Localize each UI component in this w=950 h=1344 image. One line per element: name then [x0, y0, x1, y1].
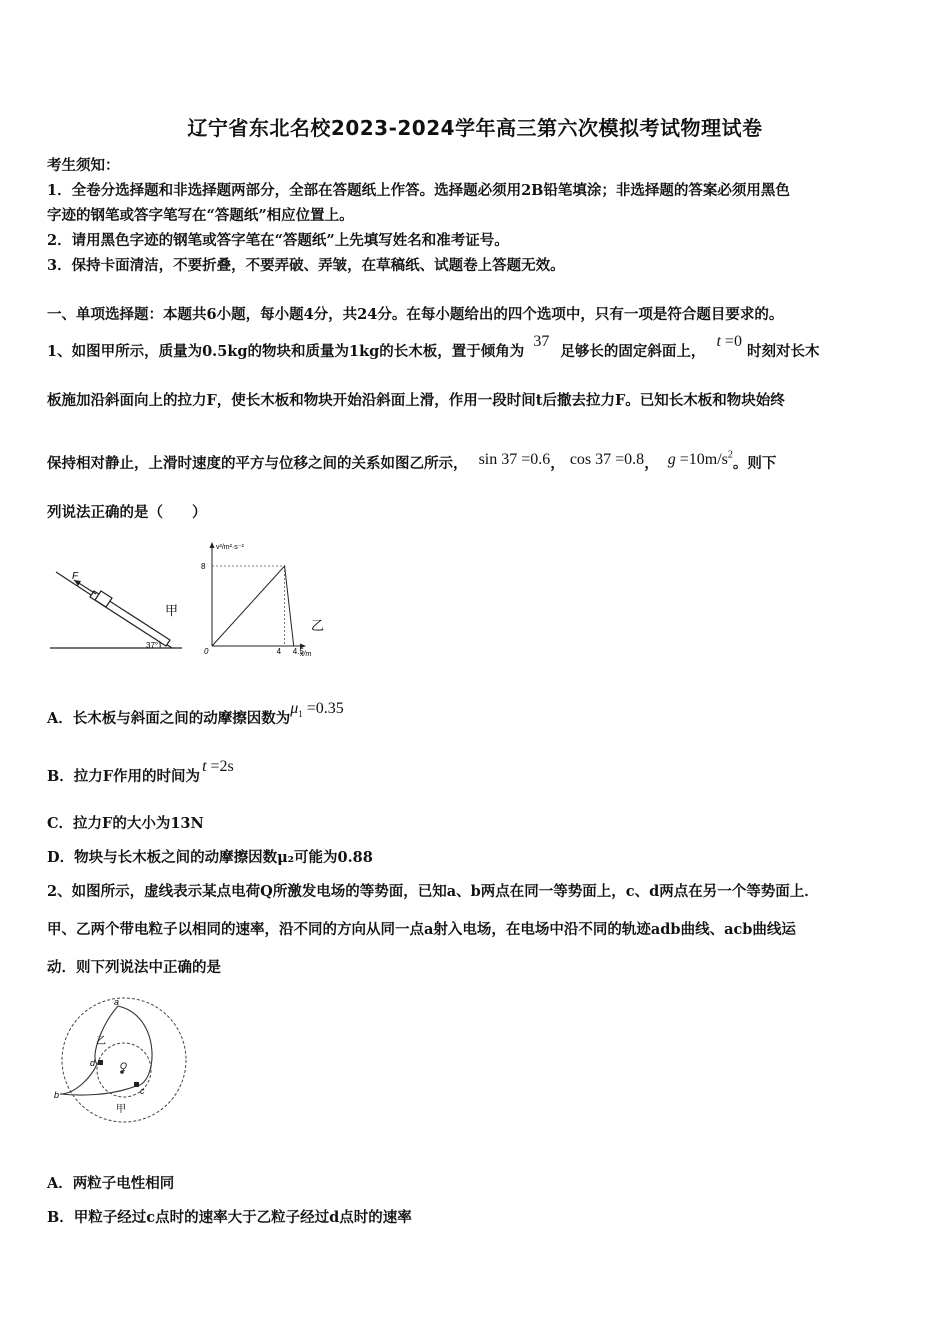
q2-line-2: 甲、乙两个带电粒子以相同的速率，沿不同的方向从同一点a射入电场，在电场中沿不同的轨迹adb曲线、acb曲线运 [47, 921, 796, 938]
notice-item-1-line-1: 1．全卷分选择题和非选择题两部分，全部在答题纸上作答。选择题必须用2B铅笔填涂；非选择题的答案必须用黑色 [47, 182, 790, 199]
q1-line-3-end: 。则下 [732, 455, 777, 472]
q1-comma-1: ， [550, 455, 565, 472]
q1-option-b-val: =2s [206, 758, 234, 775]
q1-figure-graph [196, 536, 336, 662]
q1-option-a-math [290, 700, 344, 720]
q1-comma-2: ， [644, 455, 659, 472]
q2-figure-field [50, 996, 195, 1124]
q1-line-3-text: 保持相对静止，上滑时速度的平方与位移之间的关系如图乙所示， [47, 455, 468, 472]
notice-heading: 考生须知： [47, 157, 120, 174]
point-c-marker [134, 1082, 139, 1087]
y-tick-8: 8 [201, 562, 206, 571]
x-tick-4-5: 4.5 [292, 647, 304, 656]
q1-option-a-val: =0.35 [302, 700, 344, 717]
q2-option-b: B．甲粒子经过c点时的速率大于乙粒子经过d点时的速率 [47, 1209, 412, 1226]
q1-option-b-text: B．拉力F作用的时间为 [47, 768, 201, 785]
q1-option-a-mu: μ [290, 700, 299, 717]
q1-line-1-text-c: 时刻对长木 [747, 343, 820, 360]
label-yi: 乙 [311, 618, 325, 633]
q1-line-1 [47, 333, 820, 361]
label-jia-path: 甲 [116, 1104, 126, 1115]
q2-option-a: A．两粒子电性相同 [47, 1175, 175, 1192]
path-adb [60, 1006, 118, 1094]
notice-item-2: 2．请用黑色字迹的钢笔或答字笔在“答题纸”上先填写姓名和准考证号。 [47, 232, 509, 249]
q1-time-zero [716, 333, 741, 350]
label-b: b [54, 1090, 60, 1100]
q1-g-sup: 2 [727, 449, 733, 461]
q1-gravity [668, 451, 733, 468]
q1-option-b [47, 758, 234, 786]
q1-option-c: C．拉力F的大小为13N [47, 815, 204, 832]
point-d-marker [98, 1060, 103, 1065]
q1-line-4: 列说法正确的是（ ） [47, 504, 207, 521]
q1-angle-37: 37 [533, 333, 550, 350]
notice-item-1-line-2: 字迹的钢笔或答字笔写在“答题纸”相应位置上。 [47, 207, 354, 224]
q1-time-val: =0 [720, 333, 742, 350]
label-d: d [90, 1058, 96, 1068]
q1-option-a-text: A．长木板与斜面之间的动摩擦因数为 [47, 710, 291, 727]
label-c: c [140, 1086, 145, 1096]
label-yi-path: 乙 [96, 1036, 106, 1047]
data-line [212, 566, 294, 646]
label-jia: 甲 [165, 603, 179, 618]
x-axis-label: x/m [300, 651, 312, 658]
q1-line-2: 板施加沿斜面向上的拉力F，使长木板和物块开始沿斜面上滑，作用一段时间t后撤去拉力F。已知长木板和物块始终 [47, 392, 785, 409]
label-a: a [114, 997, 120, 1007]
page-title: 辽宁省东北名校2023-2024学年高三第六次模拟考试物理试卷 [187, 116, 763, 140]
y-axis-arrow [210, 542, 215, 548]
q2-line-3: 动．则下列说法中正确的是 [47, 959, 221, 976]
q1-option-d: D．物块与长木板之间的动摩擦因数μ₂可能为0.88 [47, 849, 373, 866]
q1-line-3 [47, 449, 777, 473]
x-tick-4: 4 [276, 647, 282, 656]
section-heading: 一、单项选择题：本题共6小题，每小题4分，共24分。在每小题给出的四个选项中，只有一项是符合题目要求的。 [47, 306, 784, 323]
q1-figure-incline [46, 562, 196, 654]
q1-option-b-math [202, 758, 234, 775]
y-axis-label: v²/m²·s⁻² [216, 544, 244, 551]
label-F: F [72, 571, 79, 582]
label-q: Q [120, 1061, 128, 1071]
notice-item-3: 3．保持卡面清洁，不要折叠，不要弄破、弄皱，在草稿纸、试题卷上答题无效。 [47, 257, 565, 274]
q1-option-b-var: t [202, 758, 207, 775]
origin-label: 0 [204, 647, 209, 656]
q1-sin37: sin 37 =0.6 [478, 451, 551, 468]
q1-option-a-sub: 1 [298, 709, 303, 720]
q1-time-var: t [716, 333, 721, 350]
q2-line-1: 2、如图所示，虚线表示某点电荷Q所激发电场的等势面，已知a、b两点在同一等势面上，c、d两点在另一个等势面上． [47, 883, 819, 900]
q1-line-1-text-a: 1、如图甲所示，质量为0.5kg的物块和质量为1kg的长木板，置于倾角为 [47, 343, 525, 360]
angle-label: 37° [146, 641, 159, 650]
q1-g-val: =10m/s [675, 451, 728, 468]
q1-line-1-text-b: 足够长的固定斜面上， [560, 343, 706, 360]
q1-cos37: cos 37 =0.8 [569, 451, 645, 468]
q1-g-var: g [667, 451, 676, 468]
q1-option-a [47, 700, 344, 729]
